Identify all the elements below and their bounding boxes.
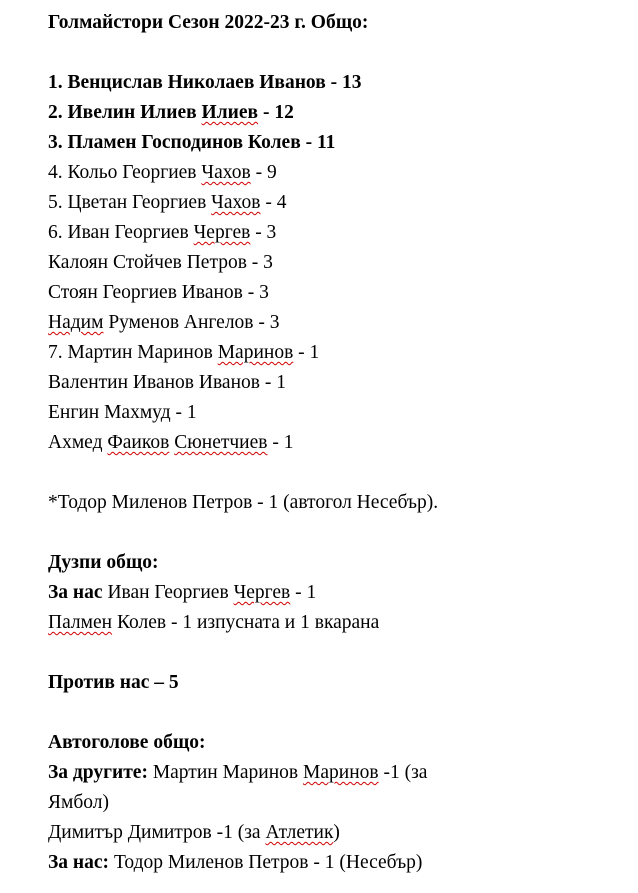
penalties-against: Против нас – 5 [48,672,179,693]
for-us-label: За нас: [48,852,110,873]
scorer-goals: - 3 [250,222,277,243]
own-goals-for-others-cont: Ямбол) [48,792,109,813]
penalty-text: - 1 [290,582,317,603]
scorer-text: 7. Мартин Маринов [48,342,218,363]
scorer-name: Венцислав Николаев Иванов [67,72,326,93]
scorer-line [48,188,628,218]
penalties-heading: Дузпи общо: [48,552,159,573]
scorer-text: Стоян Георгиев Иванов - 3 [48,282,269,303]
penalties-for-us [48,578,628,608]
scorer-rank: 1. [48,72,63,93]
scorer-rank: 2. [48,102,63,123]
spellcheck-word: Чергев [233,582,291,603]
spellcheck-word: Маринов [217,342,294,363]
own-goals-line [48,818,628,848]
own-goal-text: ) [333,822,340,843]
separator: - [262,102,270,123]
scorer-rank: 3. [48,132,63,153]
scorer-goals: - 4 [260,192,287,213]
page-title: Голмайстори Сезон 2022-23 г. Общо: [48,12,369,33]
spacer [48,38,628,68]
own-goal-text: Мартин Маринов [147,762,304,783]
penalty-text: Колев - 1 изпусната и 1 вкарана [112,612,380,633]
spellcheck-word: Атлетик [265,822,334,843]
separator: - [305,132,313,153]
penalties-line [48,608,628,638]
separator: - [330,72,338,93]
for-others-label: За другите: [48,762,148,783]
spacer [48,698,628,728]
scorer-text: Енгин Махмуд - 1 [48,402,197,423]
document-body [48,8,628,878]
scorer-goals: 11 [316,132,336,153]
scorer-line [48,368,628,398]
scorer-text: Ахмед [48,432,108,453]
scorer-line [48,98,628,128]
own-goal-text: Тодор Миленов Петров - 1 (Несебър) [109,852,423,873]
spacer [48,638,628,668]
own-goal-text: Димитър Димитров -1 (за [48,822,266,843]
scorer-text: Руменов Ангелов - 3 [103,312,280,333]
scorer-line [48,278,628,308]
spellcheck-word: Палмен [48,612,113,633]
scorer-line [48,428,628,458]
scorer-line [48,218,628,248]
spellcheck-word: Илиев [201,102,259,123]
for-us-label: За нас [48,582,103,603]
scorer-goals: 12 [274,102,294,123]
spellcheck-word: Маринов [303,762,379,783]
scorer-text: 5. Цветан Георгиев [48,192,212,213]
spellcheck-word: Сюнетчиев [174,432,268,453]
own-goal-note: *Тодор Миленов Петров - 1 (автогол Несебър). [48,492,439,513]
own-goals-heading: Автоголове общо: [48,732,206,753]
scorer-name: Ивелин Илиев [67,102,202,123]
own-goals-for-us [48,848,628,878]
scorer-text: Валентин Иванов Иванов - 1 [48,372,286,393]
scorer-line [48,308,628,338]
own-goal-text: -1 (за [378,762,428,783]
spellcheck-word: Надим [48,312,104,333]
spellcheck-word: Чахов [201,162,251,183]
penalty-text: Иван Георгиев [102,582,234,603]
scorer-goals: - 1 [267,432,294,453]
scorer-line [48,338,628,368]
spacer [48,458,628,488]
scorer-line [48,68,628,98]
spacer [48,518,628,548]
spellcheck-word: Фаиков [107,432,170,453]
scorer-name: Пламен Господинов Колев [67,132,301,153]
scorer-text: Калоян Стойчев Петров - 3 [48,252,273,273]
scorer-line [48,158,628,188]
scorer-text: 4. Кольо Георгиев [48,162,202,183]
scorer-text: 6. Иван Георгиев [48,222,194,243]
spellcheck-word: Чергев [193,222,251,243]
own-goals-for-others [48,758,628,788]
scorer-goals: - 1 [293,342,320,363]
scorer-line [48,248,628,278]
scorer-goals: - 9 [250,162,277,183]
scorer-goals: 13 [341,72,362,93]
scorer-line [48,128,628,158]
spellcheck-word: Чахов [211,192,261,213]
scorer-line [48,398,628,428]
